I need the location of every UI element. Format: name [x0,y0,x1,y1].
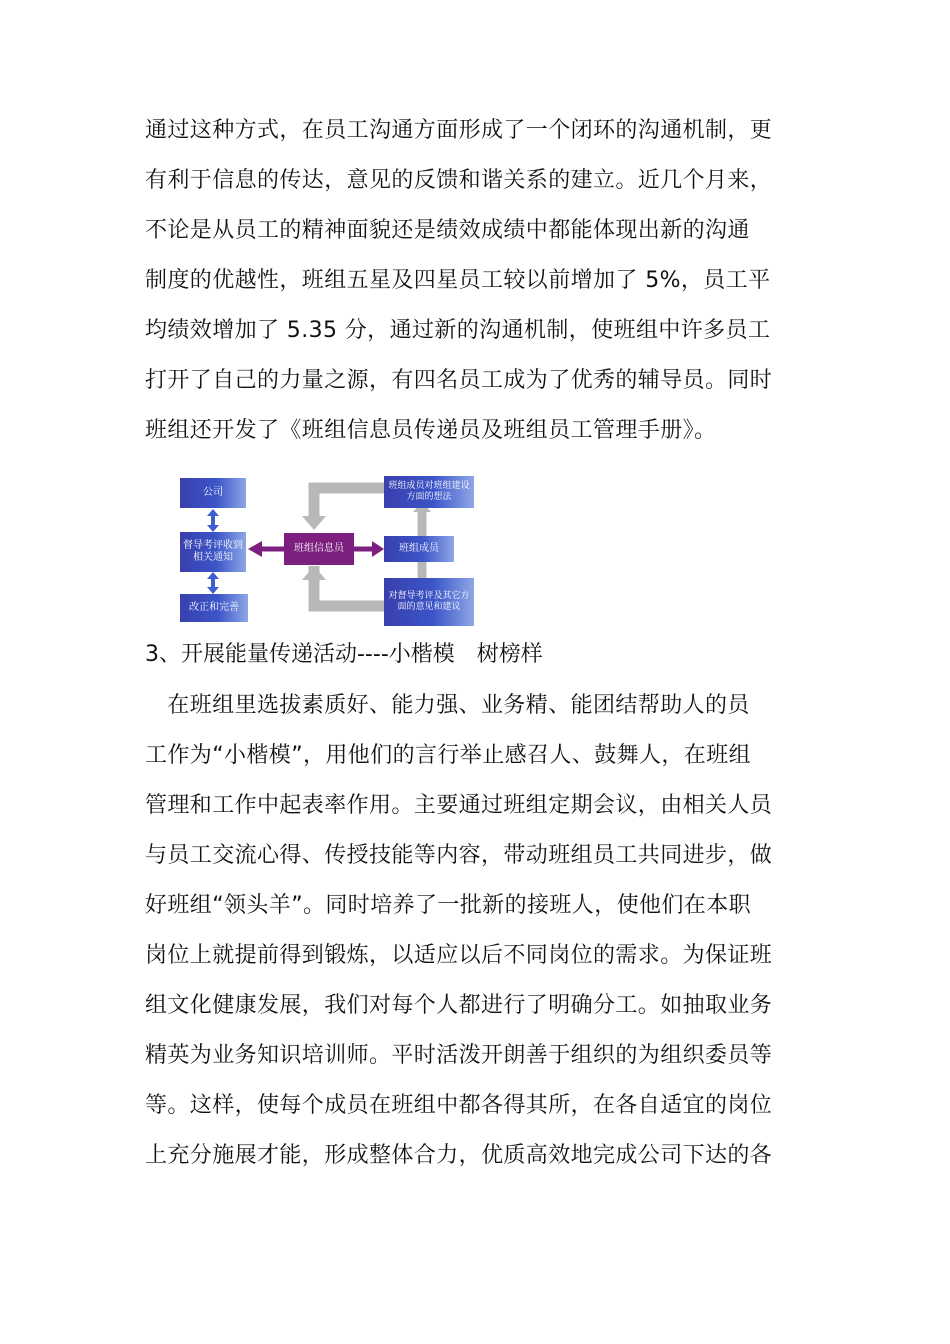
text-line: 有利于信息的传达，意见的反馈和谐关系的建立。近几个月来， [145,168,773,193]
paragraph-role-models [145,681,815,1181]
text-line: 工作为“小楷模”，用他们的言行举止感召人、鼓舞人，在班组 [145,743,751,768]
text-line: 上充分施展才能，形成整体合力，优质高效地完成公司下达的各 [145,1143,773,1168]
text-line: 好班组“领头羊”。同时培养了一批新的接班人，使他们在本职 [145,893,751,918]
info-officer-box: 班组信息员 [284,533,354,565]
improve-box: 改正和完善 [180,594,248,622]
text-line: 精英为业务知识培训师。平时活泼开朗善于组织的为组织委员等 [145,1043,773,1068]
member-suggestion-box: 班组成员对班组建设方面的想法 [384,476,474,508]
text-line: 均绩效增加了 5.35 分，通过新的沟通机制，使班组中许多员工 [145,318,771,343]
text-line: 组文化健康发展，我们对每个人都进行了明确分工。如抽取业务 [145,993,773,1018]
blue-arrowhead-upper-up [207,509,219,516]
text-line: 打开了自己的力量之源，有四名员工成为了优秀的辅导员。同时 [145,368,773,393]
notice-box: 督导考评收到相关通知 [180,532,246,572]
gray-loop-arrow-top [314,488,384,518]
text-line: 岗位上就提前得到锻炼，以适应以后不同岗位的需求。为保证班 [145,943,773,968]
feedback-box: 对督导考评及其它方面的意见和建议 [384,578,474,626]
purple-arrowhead-left [248,541,262,557]
gray-loop-arrow-bottom [314,566,384,606]
gray-loop-arrowhead-bottom [302,566,326,580]
text-line: 制度的优越性，班组五星及四星员工较以前增加了 5%，员工平 [145,268,771,293]
text-line: 通过这种方式，在员工沟通方面形成了一个闭环的沟通机制，更 [145,118,773,143]
blue-arrowhead-upper-down [207,525,219,532]
team-member-box: 班组成员 [384,536,454,562]
text-line: 管理和工作中起表率作用。主要通过班组定期会议，由相关人员 [145,793,773,818]
communication-flow-diagram [178,474,476,626]
company-box: 公司 [180,478,246,508]
blue-arrowhead-lower-down [207,587,219,594]
text-line: 不论是从员工的精神面貌还是绩效成绩中都能体现出新的沟通 [145,218,750,243]
purple-arrowhead-right [372,541,384,557]
text-line: 班组还开发了《班组信息员传递员及班组员工管理手册》。 [145,418,717,443]
blue-arrowhead-lower-up [207,572,219,579]
section-heading: 3、开展能量传递活动----小楷模 树榜样 [145,642,543,667]
gray-loop-arrowhead-top [302,516,326,530]
text-line: 在班组里选拔素质好、能力强、业务精、能团结帮助人的员 [145,693,750,718]
paragraph-communication-results [145,106,815,456]
text-line: 与员工交流心得、传授技能等内容，带动班组员工共同进步，做 [145,843,773,868]
text-line: 等。这样，使每个成员在班组中都各得其所，在各自适宜的岗位 [145,1093,773,1118]
